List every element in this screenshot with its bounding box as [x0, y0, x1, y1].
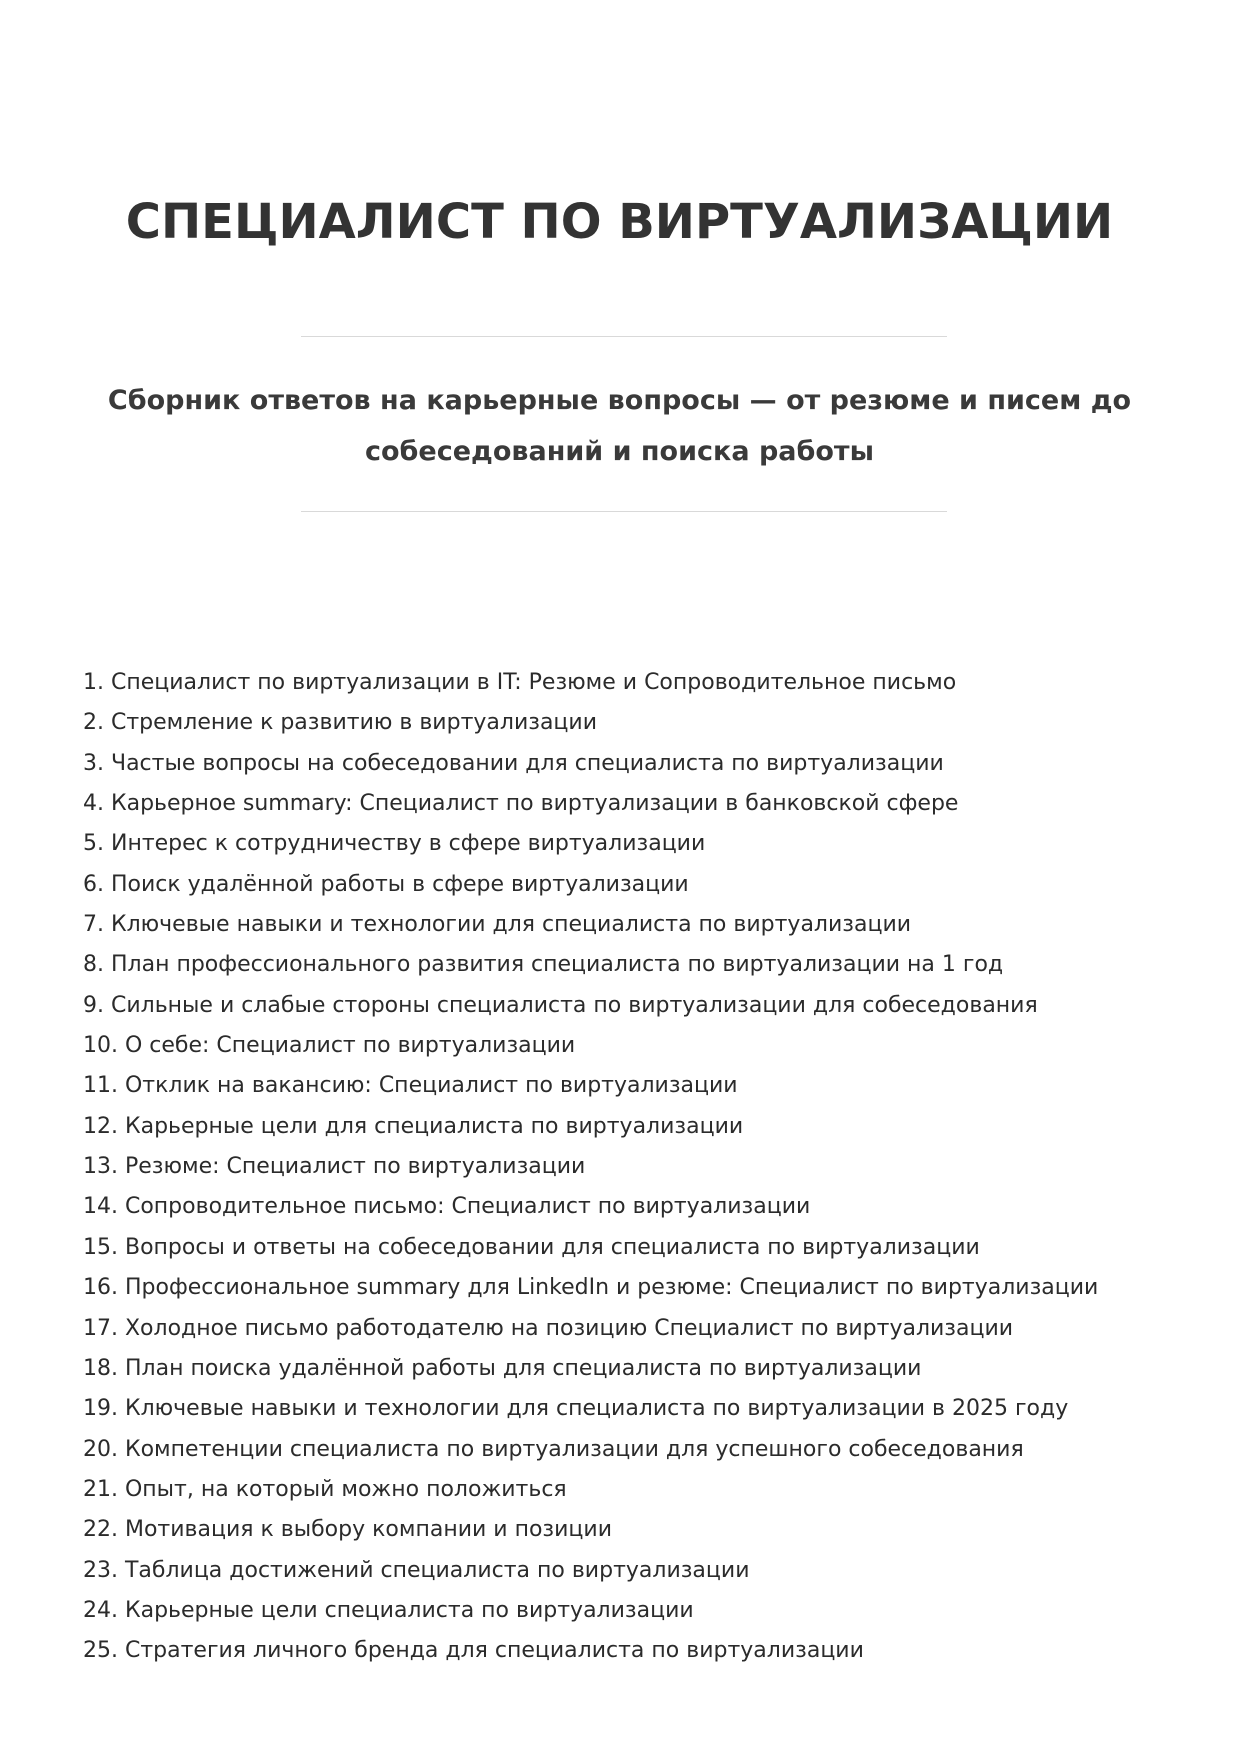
toc-item: 22. Мотивация к выбору компании и позиции	[83, 1517, 612, 1543]
toc-item: 9. Сильные и слабые стороны специалиста по виртуализации для собеседования	[83, 992, 1038, 1018]
toc-item: 14. Сопроводительное письмо: Специалист по виртуализации	[83, 1194, 811, 1220]
toc-item: 15. Вопросы и ответы на собеседовании для специалиста по виртуализации	[83, 1234, 980, 1260]
toc-item: 23. Таблица достижений специалиста по виртуализации	[83, 1557, 750, 1583]
page-subtitle	[100, 375, 1139, 477]
toc-item: 21. Опыт, на который можно положиться	[83, 1476, 567, 1502]
toc-item: 3. Частые вопросы на собеседовании для специалиста по виртуализации	[83, 750, 944, 776]
toc-item: 6. Поиск удалённой работы в сфере виртуализации	[83, 871, 689, 897]
toc-item: 7. Ключевые навыки и технологии для специалиста по виртуализации	[83, 912, 912, 938]
toc-item: 5. Интерес к сотрудничеству в сфере виртуализации	[83, 831, 706, 857]
toc-item: 13. Резюме: Специалист по виртуализации	[83, 1154, 586, 1180]
top-divider	[301, 336, 947, 337]
toc-item: 4. Карьерное summary: Специалист по виртуализации в банковской сфере	[83, 791, 959, 817]
bottom-divider	[301, 511, 947, 512]
page-title: СПЕЦИАЛИСТ ПО ВИРТУАЛИЗАЦИИ	[125, 194, 1114, 250]
toc-item: 8. План профессионального развития специалиста по виртуализации на 1 год	[83, 952, 1004, 978]
toc-item: 17. Холодное письмо работодателю на позицию Специалист по виртуализации	[83, 1315, 1014, 1341]
subtitle-line-2: собеседований и поиска работы	[365, 436, 874, 467]
toc-item: 19. Ключевые навыки и технологии для специалиста по виртуализации в 2025 году	[83, 1396, 1069, 1422]
toc-item: 1. Специалист по виртуализации в IT: Резюме и Сопроводительное письмо	[83, 670, 957, 695]
toc-item: 18. План поиска удалённой работы для специалиста по виртуализации	[83, 1355, 922, 1381]
subtitle-line-1: Сборник ответов на карьерные вопросы — от резюме и писем до	[107, 385, 1132, 416]
toc-item: 16. Профессиональное summary для LinkedIn и резюме: Специалист по виртуализации	[83, 1275, 1099, 1301]
toc-item: 10. О себе: Специалист по виртуализации	[83, 1033, 576, 1059]
toc-item: 24. Карьерные цели специалиста по виртуализации	[83, 1597, 694, 1623]
toc-item: 20. Компетенции специалиста по виртуализации для успешного собеседования	[83, 1436, 1024, 1462]
toc-item: 2. Стремление к развитию в виртуализации	[83, 710, 597, 736]
table-of-contents	[83, 663, 1163, 1672]
toc-item: 25. Стратегия личного бренда для специалиста по виртуализации	[83, 1638, 864, 1664]
toc-item: 12. Карьерные цели для специалиста по виртуализации	[83, 1113, 744, 1139]
toc-item: 11. Отклик на вакансию: Специалист по виртуализации	[83, 1073, 738, 1099]
